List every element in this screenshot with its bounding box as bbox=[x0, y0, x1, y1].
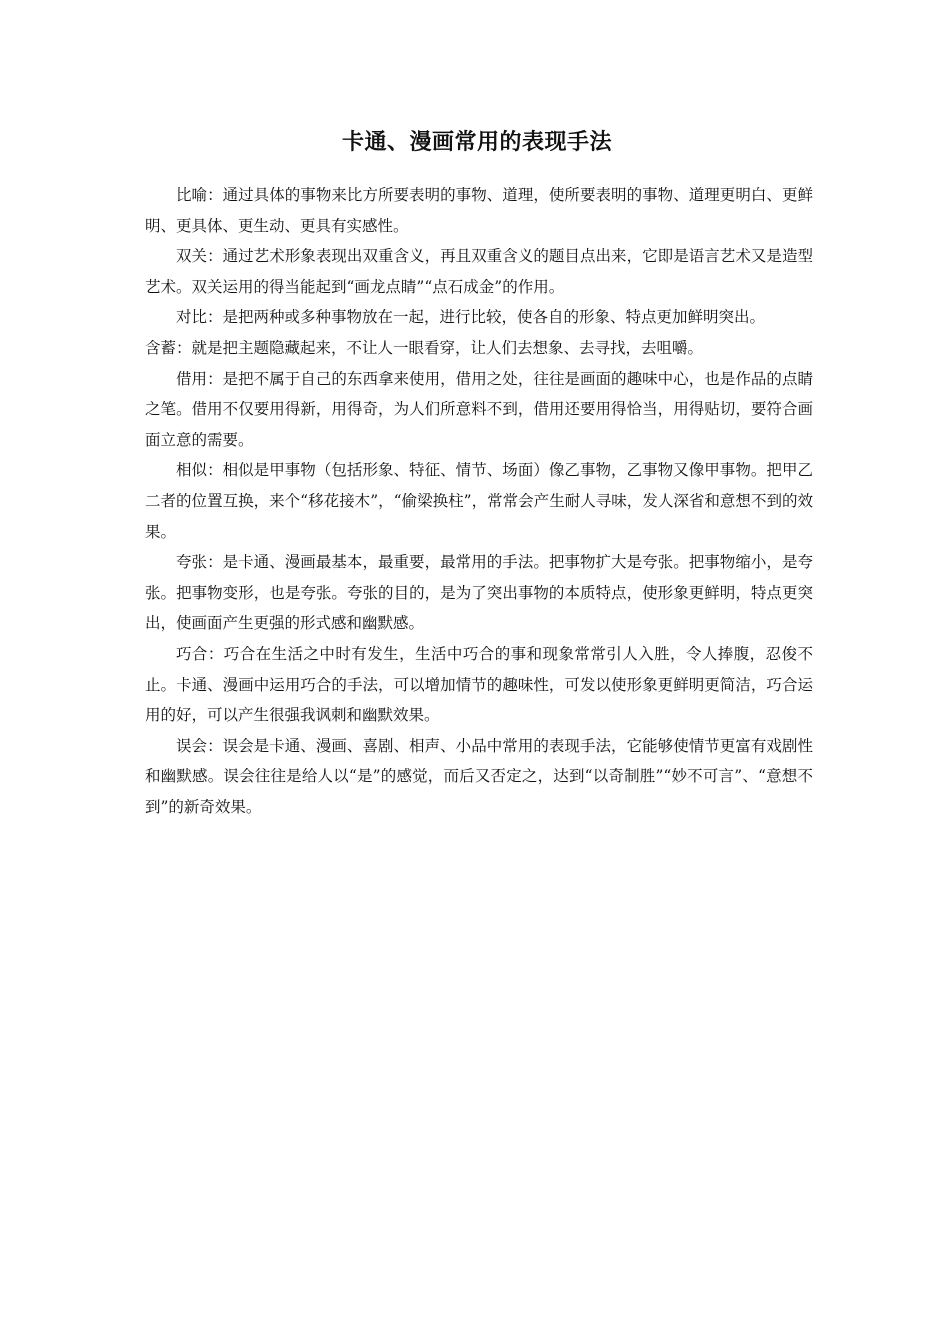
paragraph-similarity: 相似：相似是甲事物（包括形象、特征、情节、场面）像乙事物，乙事物又像甲事物。把甲乙二者的位置互换，来个“移花接木”，“偷梁换柱”，常常会产生耐人寻味，发人深省和意想不到的效果。 bbox=[145, 461, 813, 541]
paragraph-misunderstanding: 误会：误会是卡通、漫画、喜剧、相声、小品中常用的表现手法，它能够使情节更富有戏剧性和幽默感。误会往往是给人以“是”的感觉，而后又否定之，达到“以奇制胜”“妙不可言”、“意想不到”的新奇效果。 bbox=[145, 736, 813, 816]
page-title: 卡通、漫画常用的表现手法 bbox=[341, 129, 612, 155]
paragraph-pun: 双关：通过艺术形象表现出双重含义，再且双重含义的题目点出来，它即是语言艺术又是造型艺术。双关运用的得当能起到“画龙点睛”“点石成金”的作用。 bbox=[145, 247, 813, 296]
document-body bbox=[145, 180, 813, 822]
paragraph-metaphor: 比喻：通过具体的事物来比方所要表明的事物、道理，使所要表明的事物、道理更明白、更鲜明、更具体、更生动、更具有实感性。 bbox=[145, 186, 813, 235]
paragraph-implicit: 含蓄：就是把主题隐藏起来，不让人一眼看穿，让人们去想象、去寻找，去咀嚼。 bbox=[145, 338, 704, 357]
paragraph-coincidence: 巧合：巧合在生活之中时有发生，生活中巧合的事和现象常常引人入胜，令人捧腹，忍俊不止。卡通、漫画中运用巧合的手法，可以增加情节的趣味性，可发以使形象更鲜明更简洁，巧合运用的好，可以产生很强我讽刺和幽默效果。 bbox=[145, 644, 813, 725]
paragraph-exaggeration: 夸张：是卡通、漫画最基本，最重要，最常用的手法。把事物扩大是夸张。把事物缩小，是夸张。把事物变形，也是夸张。夸张的目的，是为了突出事物的本质特点，使形象更鲜明，特点更突出，使画面产生更强的形式感和幽默感。 bbox=[145, 553, 813, 633]
paragraph-borrowing: 借用：是把不属于自己的东西拿来使用，借用之处，往往是画面的趣味中心，也是作品的点睛之笔。借用不仅要用得新，用得奇，为人们所意料不到，借用还要用得恰当，用得贴切，要符合画面立意的需要。 bbox=[145, 369, 813, 449]
paragraph-contrast: 对比：是把两种或多种事物放在一起，进行比较，使各自的形象、特点更加鲜明突出。 bbox=[176, 308, 766, 327]
